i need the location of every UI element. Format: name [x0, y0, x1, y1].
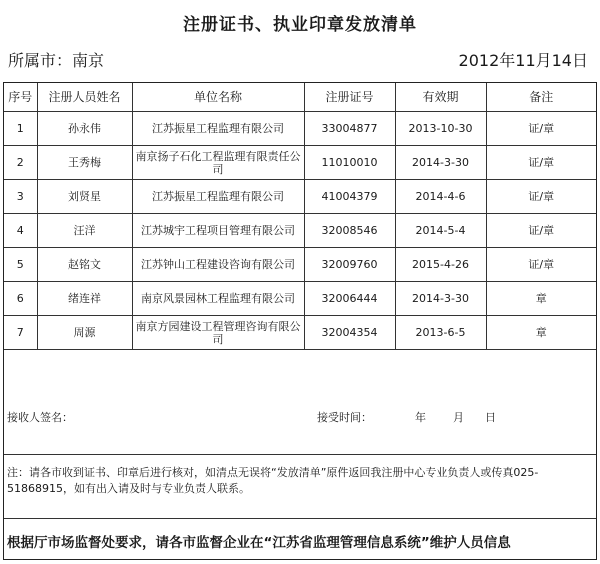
signature-row [4, 377, 596, 455]
cell-name: 孙永伟 [37, 112, 132, 146]
cell-valid: 2015-4-26 [395, 248, 486, 282]
table-row [4, 180, 596, 214]
cell-name: 刘贤星 [37, 180, 132, 214]
cell-remark: 章 [486, 316, 596, 350]
cell-name: 王秀梅 [37, 146, 132, 180]
cell-no: 5 [4, 248, 37, 282]
document-title: 注册证书、执业印章发放清单 [183, 15, 417, 35]
table-row [4, 146, 596, 180]
cell-no: 3 [4, 180, 37, 214]
cell-name: 汪洋 [37, 214, 132, 248]
cell-name: 周源 [37, 316, 132, 350]
cell-unit: 江苏城宇工程项目管理有限公司 [132, 214, 304, 248]
cell-cert: 41004379 [304, 180, 395, 214]
table-row [4, 112, 596, 146]
cell-cert: 32006444 [304, 282, 395, 316]
header-no: 序号 [4, 83, 37, 112]
distribution-table [4, 83, 596, 350]
footer-text: 根据厅市场监督处要求，请各市监督企业在“江苏省监理管理信息系统”维护人员信息 [7, 535, 511, 551]
cell-valid: 2014-3-30 [395, 146, 486, 180]
cell-unit: 南京方园建设工程管理咨询有限公司 [132, 316, 304, 350]
header-info [8, 48, 592, 72]
note-text: 注：请各市收到证书、印章后进行核对，如清点无误将“发放清单”原件返回我注册中心专业负责人或传真025-51868915，如有出入请及时与专业负责人联系。 [7, 466, 539, 495]
receiver-signature-label: 接收人签名： [7, 411, 73, 424]
cell-unit: 南京风景园林工程监理有限公司 [132, 282, 304, 316]
cell-valid: 2014-4-6 [395, 180, 486, 214]
city-label: 所属市：南京 [8, 51, 105, 70]
day-label: 日 [485, 411, 496, 424]
cell-unit: 南京扬子石化工程监理有限责任公司 [132, 146, 304, 180]
cell-valid: 2014-5-4 [395, 214, 486, 248]
cell-cert: 33004877 [304, 112, 395, 146]
cell-no: 6 [4, 282, 37, 316]
cell-cert: 11010010 [304, 146, 395, 180]
cell-unit: 江苏振星工程监理有限公司 [132, 180, 304, 214]
cell-cert: 32008546 [304, 214, 395, 248]
table-row [4, 214, 596, 248]
cell-remark: 证/章 [486, 180, 596, 214]
cell-unit: 江苏钟山工程建设咨询有限公司 [132, 248, 304, 282]
header-valid: 有效期 [395, 83, 486, 112]
cell-valid: 2014-3-30 [395, 282, 486, 316]
header-unit: 单位名称 [132, 83, 304, 112]
table-header-row [4, 83, 596, 112]
cell-cert: 32009760 [304, 248, 395, 282]
header-name: 注册人员姓名 [37, 83, 132, 112]
cell-no: 1 [4, 112, 37, 146]
cell-valid: 2013-6-5 [395, 316, 486, 350]
header-remark: 备注 [486, 83, 596, 112]
receive-time-label: 接受时间： [317, 411, 372, 424]
cell-no: 2 [4, 146, 37, 180]
cell-name: 赵铭文 [37, 248, 132, 282]
table-row [4, 316, 596, 350]
header-cert: 注册证号 [304, 83, 395, 112]
cell-valid: 2013-10-30 [395, 112, 486, 146]
table-row [4, 248, 596, 282]
note-section [4, 455, 596, 519]
cell-no: 4 [4, 214, 37, 248]
issue-date: 2012年11月14日 [458, 51, 588, 70]
footer-section [4, 519, 596, 559]
month-label: 月 [453, 411, 464, 424]
cell-cert: 32004354 [304, 316, 395, 350]
table-row [4, 282, 596, 316]
cell-name: 绪连祥 [37, 282, 132, 316]
cell-no: 7 [4, 316, 37, 350]
cell-unit: 江苏振星工程监理有限公司 [132, 112, 304, 146]
cell-remark: 证/章 [486, 248, 596, 282]
cell-remark: 证/章 [486, 146, 596, 180]
cell-remark: 章 [486, 282, 596, 316]
year-label: 年 [415, 411, 426, 424]
distribution-sheet [3, 82, 597, 560]
cell-remark: 证/章 [486, 214, 596, 248]
cell-remark: 证/章 [486, 112, 596, 146]
